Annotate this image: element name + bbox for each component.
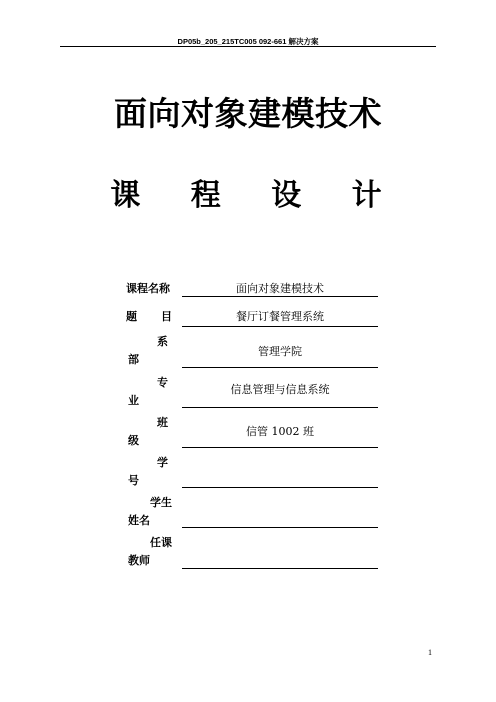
course-name-value: 面向对象建模技术 [236, 282, 324, 295]
major-rule [182, 407, 378, 408]
sub-title: 课 程 设 计 [110, 178, 402, 213]
course-name-rule [182, 296, 378, 297]
department-label-a: 系 [157, 335, 168, 348]
teacher-rule [182, 568, 378, 569]
course-name-label: 课程名称 [126, 282, 170, 295]
major-label-b: 业 [128, 394, 139, 407]
header-text: DP05b_205_215TC005 092-661 解决方案 [177, 37, 319, 46]
major-label-a: 专 [157, 376, 168, 389]
main-title: 面向对象建模技术 [114, 94, 382, 133]
department-value: 管理学院 [258, 345, 302, 358]
topic-rule [182, 326, 378, 327]
class-label-b: 级 [128, 434, 139, 447]
student-id-label-a: 学 [157, 456, 168, 469]
department-rule [182, 367, 378, 368]
header-rule [60, 46, 436, 47]
major-value: 信息管理与信息系统 [230, 383, 330, 396]
topic-value: 餐厅订餐管理系统 [236, 310, 324, 323]
student-name-label-b: 姓名 [128, 514, 150, 527]
topic-label-b: 目 [161, 310, 172, 323]
department-label-b: 部 [128, 353, 139, 366]
teacher-label-a: 任课 [150, 536, 172, 549]
student-id-rule [182, 487, 378, 488]
teacher-label-b: 教师 [128, 554, 150, 567]
class-rule [182, 447, 378, 448]
page-number: 1 [428, 648, 432, 657]
class-label-a: 班 [157, 416, 168, 429]
topic-label-a: 题 [126, 310, 137, 323]
student-id-label-b: 号 [128, 474, 139, 487]
student-name-rule [182, 527, 378, 528]
student-name-label-a: 学生 [150, 496, 172, 509]
class-value: 信管 1002 班 [246, 425, 314, 438]
